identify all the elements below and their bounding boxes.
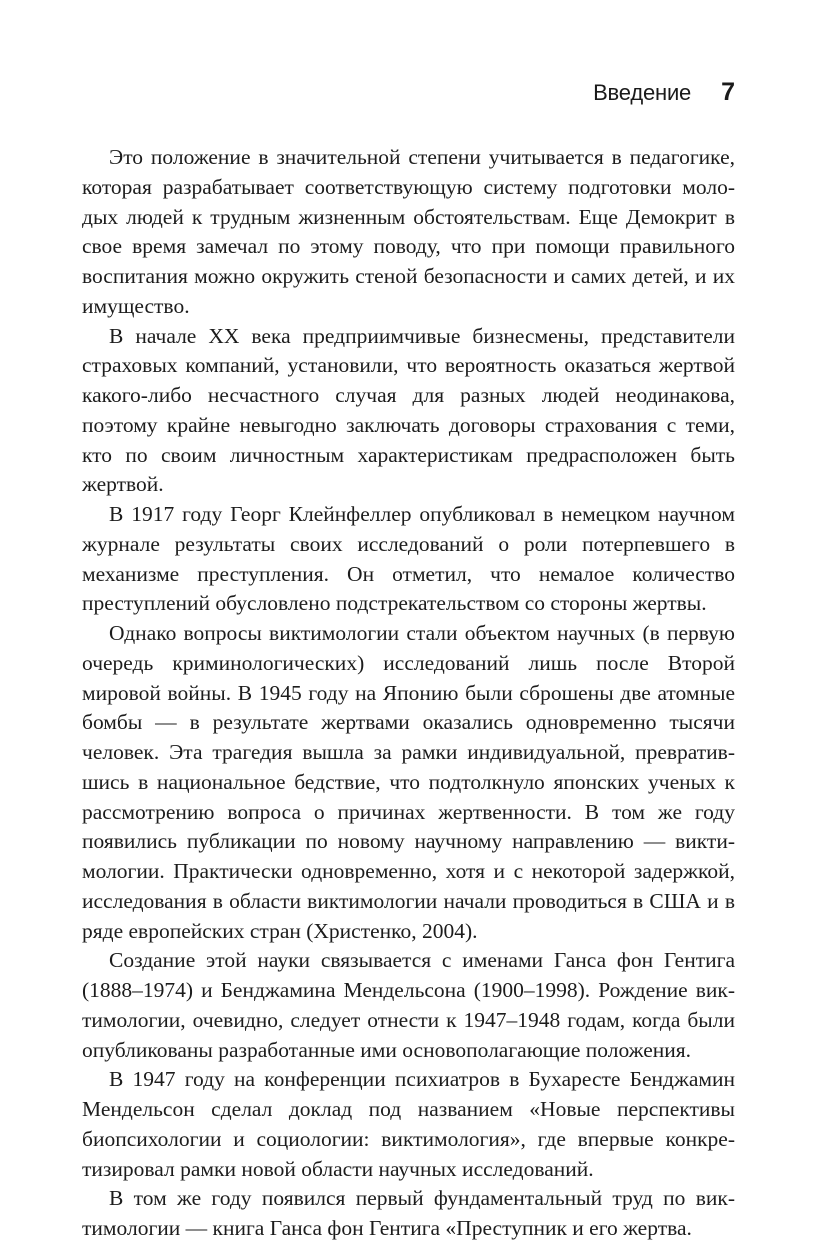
paragraph: Создание этой науки связывается с именами Ганса фон Гентига (1888–1974) и Бенджамина Мендельсона (1900–1998). Рождение виктимологии, очевидно, следует отнести к 1947–1948 годам, когда были опубликованы разработанные ими основополагающие положения. — [82, 948, 735, 1062]
paragraph: В 1947 году на конференции психиатров в Бухаресте Бенджамин Мендельсон сделал доклад под названием «Новые перспективы биопсихологии и социологии: виктимология», где впервые конкретизировал рамки новой области научных исследований. — [82, 1067, 735, 1181]
body-text — [82, 143, 735, 1244]
paragraph: В 1917 году Георг Клейнфеллер опубликовал в немецком научном журнале результаты своих исследований о роли потерпевшего в механизме преступления. Он отметил, что немалое количество преступлений обусловлено подстрекательством со стороны жертвы. — [82, 502, 735, 616]
paragraph: В том же году появился первый фундаментальный труд по виктимологии — книга Ганса фон Гентига «Преступник и его жертва. — [82, 1186, 735, 1240]
paragraph: В начале XX века предприимчивые бизнесмены, представители страховых компаний, установили, что вероятность оказаться жертвой какого-либо несчастного случая для разных людей неодинакова, поэтому крайне невыгодно заключать договоры страхования с теми, кто по своим личностным характеристикам предрасположен быть жертвой. — [82, 323, 735, 497]
paragraph: Это положение в значительной степени учитывается в педагогике, которая разрабатывает соответствующую систему подготовки молодых людей к трудным жизненным обстоятельствам. Еще Демокрит в свое время замечал по этому поводу, что при помощи правильного воспитания можно окружить стеной безопасности и самих детей, и их имущество. — [82, 145, 735, 318]
paragraph: Однако вопросы виктимологии стали объектом научных (в первую очередь криминологических) исследований лишь после Второй мировой войны. В 1945 году на Японию были сброшены две атомные бомбы — в результате жертвами оказались одновременно тысячи человек. Эта трагедия вышла за рамки индивидуальной, превратившись в национальное бедствие, что подтолкнуло японских ученых к рассмотрению вопроса о причинах жертвенности. В том же году появились публикации по новому научному направлению — виктимологии. Практически одновременно, хотя и с некоторой задержкой, исследования в области виктимологии начали проводиться в США и в ряде европейских стран (Христенко, 2004). — [82, 621, 735, 943]
running-header — [593, 78, 735, 107]
section-title: Введение — [593, 80, 692, 105]
page-number: 7 — [721, 78, 735, 106]
